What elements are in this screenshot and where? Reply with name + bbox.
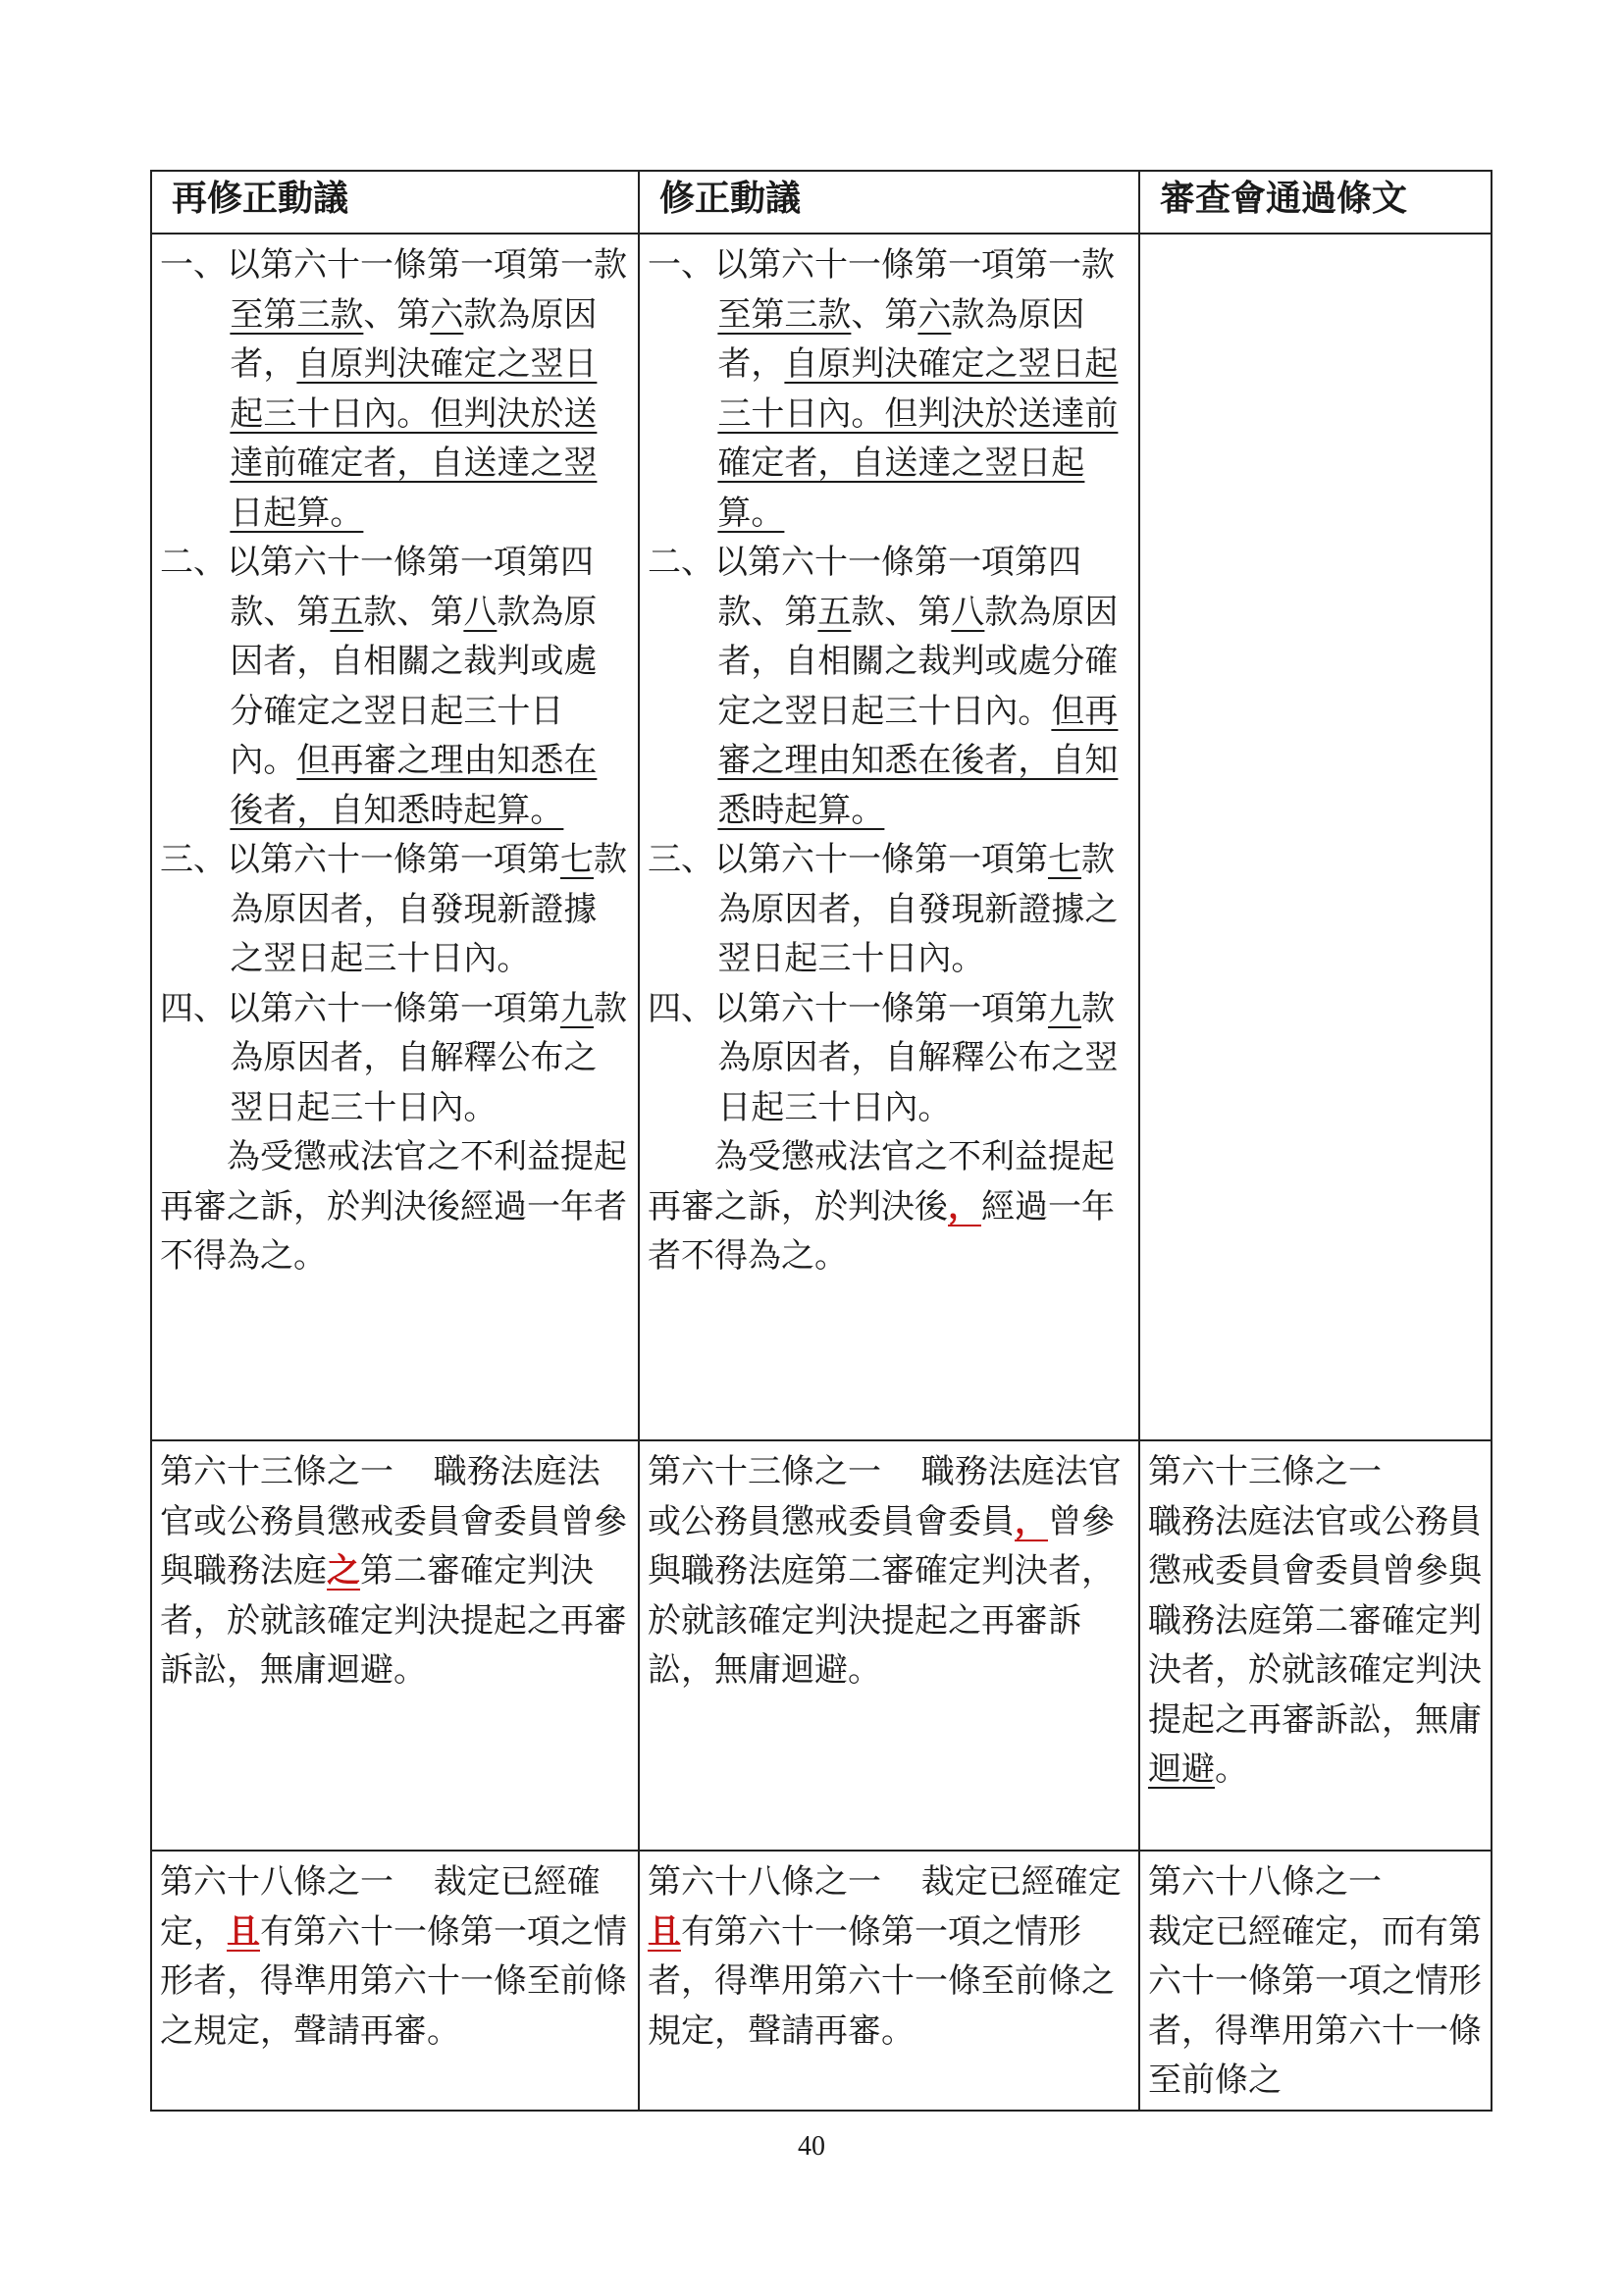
item-4: 四、以第六十一條第一項第九款為原因者，自解釋公布之翌日起三十日內。 — [160, 988, 627, 1127]
cell-row1-col2 — [639, 234, 1139, 1440]
cell-row2-col3: 第六十三條之一 職務法庭法官或公務員懲戒委員會委員曾參與職務法庭第二審確定判決者，於就該確定判決提起之再審訴訟，無庸迴避。 — [1139, 1440, 1492, 1851]
header-row — [151, 171, 1492, 234]
row-article-68-1 — [151, 1851, 1492, 2111]
header-committee-text: 審查會通過條文 — [1139, 171, 1492, 234]
item-3: 三、以第六十一條第一項第七款為原因者，自發現新證據之翌日起三十日內。 — [648, 840, 1119, 978]
cell-row3-col3: 第六十八條之一 裁定已經確定，而有第六十一條第一項之情形者，得準用第六十一條至前條之 — [1139, 1851, 1492, 2111]
paragraph: 為受懲戒法官之不利益提起再審之訴，於判決後，經過一年者不得為之。 — [648, 1137, 1115, 1276]
cell-row1-col1 — [151, 234, 639, 1440]
comparison-table — [150, 170, 1492, 2112]
cell-row3-col2: 第六十八條之一 裁定已經確定且有第六十一條第一項之情形者，得準用第六十一條至前條之規定，聲請再審。 — [639, 1851, 1139, 2111]
item-1: 一、以第六十一條第一項第一款至第三款、第六款為原因者，自原判決確定之翌日起三十日內。但判決於送達前確定者，自送達之翌日起算。 — [160, 245, 627, 533]
cell-row3-col1: 第六十八條之一 裁定已經確定，且有第六十一條第一項之情形者，得準用第六十一條至前條之規定，聲請再審。 — [151, 1851, 639, 2111]
row-article-62 — [151, 234, 1492, 1440]
item-2: 二、以第六十一條第一項第四款、第五款、第八款為原因者，自相關之裁判或處分確定之翌日起三十日內。但再審之理由知悉在後者，自知悉時起算。 — [160, 543, 598, 830]
item-4: 四、以第六十一條第一項第九款為原因者，自解釋公布之翌日起三十日內。 — [648, 988, 1119, 1127]
row-article-63-1 — [151, 1440, 1492, 1851]
item-2: 二、以第六十一條第一項第四款、第五款、第八款為原因者，自相關之裁判或處分確定之翌日起三十日內。但再審之理由知悉在後者，自知悉時起算。 — [648, 543, 1119, 830]
page-number: 40 — [798, 2131, 825, 2162]
item-1: 一、以第六十一條第一項第一款至第三款、第六款為原因者，自原判決確定之翌日起三十日內。但判決於送達前確定者，自送達之翌日起算。 — [648, 245, 1119, 533]
item-3: 三、以第六十一條第一項第七款為原因者，自發現新證據之翌日起三十日內。 — [160, 840, 627, 978]
cell-row2-col1: 第六十三條之一 職務法庭法官或公務員懲戒委員會委員曾參與職務法庭之第二審確定判決者，於就該確定判決提起之再審訴訟，無庸迴避。 — [151, 1440, 639, 1851]
cell-row2-col2: 第六十三條之一 職務法庭法官或公務員懲戒委員會委員，曾參與職務法庭第二審確定判決者，於就該確定判決提起之再審訴訟，無庸迴避。 — [639, 1440, 1139, 1851]
header-amendment-motion: 修正動議 — [639, 171, 1139, 234]
paragraph: 為受懲戒法官之不利益提起再審之訴，於判決後經過一年者不得為之。 — [160, 1137, 627, 1276]
cell-row1-col3 — [1139, 234, 1492, 1440]
header-revised-motion: 再修正動議 — [151, 171, 639, 234]
